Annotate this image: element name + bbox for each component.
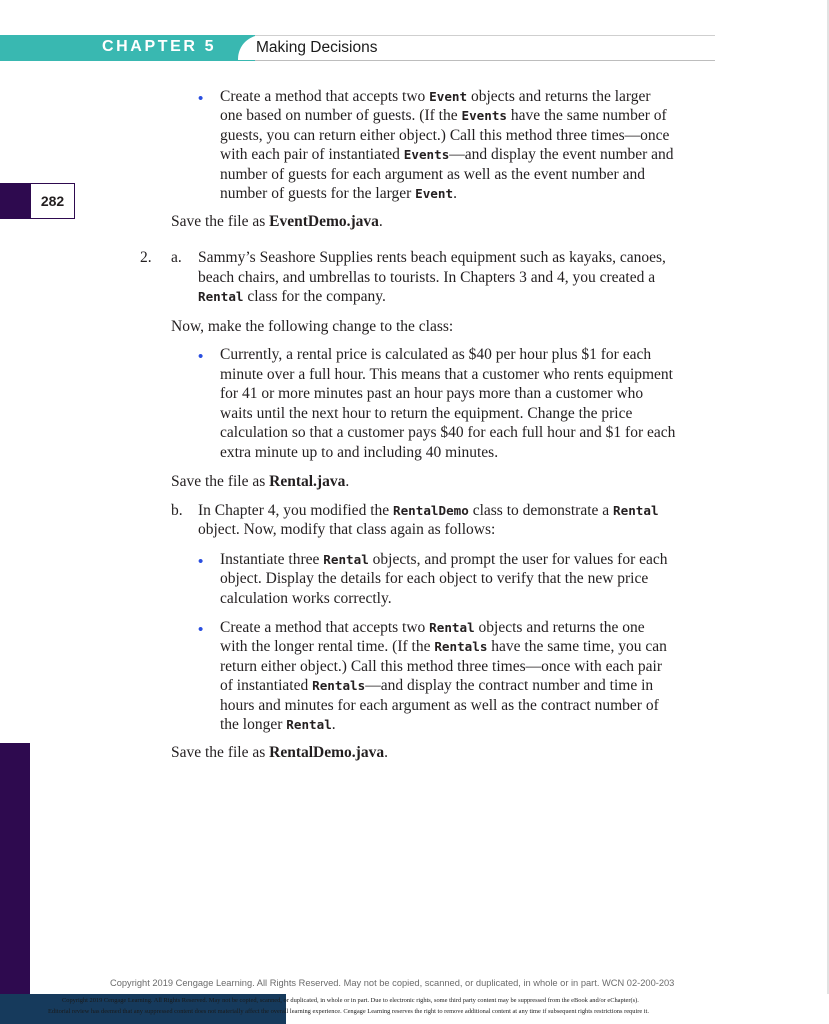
text-segment: calculation so that a customer pays $40 for each full hour and $1 for each: [220, 424, 676, 441]
text-segment: object. Display the details for each object to verify that the new price: [220, 570, 649, 587]
text-segment: .: [384, 744, 388, 761]
text-segment: Sammy’s Seashore Supplies rents beach equipment such as kayaks, canoes,: [198, 249, 666, 266]
text-line: [198, 520, 495, 539]
code-term: RentalDemo: [393, 503, 469, 518]
footer-notice-1-text: Copyright 2019 Cengage Learning. All Rights Reserved. May not be copied, scanned, or duplicated, in whole or in part. Due to electronic rights, some third party content may be suppressed from the eBook and/or eChapter(s).: [62, 997, 639, 1004]
text-segment: Save the file as: [171, 213, 270, 230]
footer-notice-2: [48, 1008, 649, 1015]
text-line: [220, 696, 659, 715]
code-term: Rental: [286, 717, 332, 732]
code-term: Events: [461, 108, 507, 123]
text-line: [220, 423, 675, 442]
text-segment: the longer: [220, 716, 287, 733]
file-name: Rental.java: [269, 473, 346, 490]
text-line: [220, 126, 669, 145]
exercise-number: [140, 248, 152, 267]
text-segment: of instantiated: [220, 677, 313, 694]
text-segment: Save the file as: [171, 744, 270, 761]
text-segment: Create a method that accepts two: [220, 88, 430, 105]
text-segment: —and display the contract number and time in: [365, 677, 654, 694]
text-line: [198, 268, 655, 287]
text-line: [220, 106, 667, 125]
text-segment: number of guests for each argument as well as the event number and: [220, 166, 645, 183]
text-line: [220, 618, 645, 637]
code-term: Rental: [613, 503, 659, 518]
text-segment: extra minute up to and including 40 minutes.: [220, 444, 499, 461]
text-segment: b.: [171, 502, 183, 519]
text-segment: In Chapter 4, you modified the: [198, 502, 393, 519]
bullet-icon: •: [198, 621, 204, 638]
text-segment: for 41 or more minutes past an hour pays more than a customer who: [220, 385, 644, 402]
text-line: [220, 184, 457, 203]
save-instruction: [171, 743, 388, 762]
text-line: [220, 715, 336, 734]
text-line: [220, 165, 645, 184]
text-line: [220, 657, 662, 676]
text-segment: one based on number of guests. (If the: [220, 107, 462, 124]
text-segment: .: [345, 473, 350, 490]
code-term: Rentals: [312, 678, 366, 693]
text-segment: waits until the next hour to return the equipment. Change the price: [220, 405, 633, 422]
text-segment: .: [378, 213, 383, 230]
text-line: [220, 676, 653, 695]
file-name: RentalDemo.java: [269, 744, 385, 761]
code-term: Event: [415, 186, 454, 201]
text-segment: have the same number of: [506, 107, 667, 124]
text-segment: Save the file as: [171, 473, 270, 490]
text-segment: class to demonstrate a: [468, 502, 614, 519]
header-rule-top: [255, 35, 715, 36]
text-line: [220, 404, 632, 423]
bullet-icon: •: [198, 90, 204, 107]
text-segment: hours and minutes for each argument as well as the contract number of: [220, 697, 659, 714]
footer-notice-1: [62, 997, 639, 1004]
text-segment: objects, and prompt the user for values for each: [368, 551, 668, 568]
text-segment: minute over a full hour. This means that a customer who rents equipment: [220, 366, 673, 383]
bullet-icon: •: [198, 553, 204, 570]
code-term: Events: [403, 147, 450, 162]
text-segment: 2.: [140, 249, 152, 266]
page-number: 282: [30, 183, 75, 219]
text-segment: —and display the event number and: [449, 146, 674, 163]
part-label: [171, 248, 182, 267]
header-rule-bottom: [255, 60, 715, 61]
text-segment: number of guests for the larger: [220, 185, 416, 202]
text-line: [220, 345, 651, 364]
text-segment: .: [453, 185, 457, 202]
text-line: [220, 589, 392, 608]
save-instruction: [171, 472, 349, 491]
text-segment: Now, make the following change to the class:: [171, 318, 454, 335]
text-segment: class for the company.: [243, 288, 386, 305]
page-number-bar: [0, 183, 30, 219]
text-segment: guests, you can return either object.) Call this method three times—once: [220, 127, 670, 144]
text-segment: return either object.) Call this method three times—once with each pair: [220, 658, 663, 675]
text-line: [220, 550, 668, 569]
code-term: Event: [429, 89, 468, 104]
text-segment: objects and returns the one: [474, 619, 645, 636]
text-line: [220, 87, 651, 106]
text-segment: Currently, a rental price is calculated as $40 per hour plus $1 for each: [220, 346, 652, 363]
text-segment: calculation works correctly.: [220, 590, 392, 607]
text-segment: objects and returns the larger: [467, 88, 651, 105]
text-segment: Instantiate three: [220, 551, 324, 568]
save-instruction: [171, 212, 383, 231]
copyright-line: Copyright 2019 Cengage Learning. All Rights Reserved. May not be copied, scanned, or duplicated, in whole or in part. WCN 02-200-203: [110, 978, 675, 988]
text-line: [198, 248, 666, 267]
bullet-icon: •: [198, 348, 204, 365]
text-segment: Create a method that accepts two: [220, 619, 430, 636]
code-term: Rentals: [434, 639, 488, 654]
text-line: [171, 317, 453, 336]
file-name: EventDemo.java: [269, 213, 379, 230]
code-term: Rental: [198, 289, 244, 304]
text-line: [220, 637, 667, 656]
text-segment: .: [331, 716, 336, 733]
text-line: [220, 569, 648, 588]
text-segment: with the longer rental time. (If the: [220, 638, 435, 655]
code-term: Rental: [429, 620, 475, 635]
footer-notice-2-text: Editorial review has deemed that any suppressed content does not materially affect the overall learning experience. Cengage Learning reserves the right to remove additional content at any time if subsequent rights restrictions require it.: [48, 1008, 649, 1015]
text-segment: a.: [171, 249, 182, 266]
part-label: [171, 501, 183, 520]
text-line: [198, 287, 386, 306]
text-segment: have the same time, you can: [487, 638, 667, 655]
text-segment: beach chairs, and umbrellas to tourists. In Chapters 3 and 4, you created a: [198, 269, 656, 286]
text-line: [220, 384, 643, 403]
side-accent-bar: [0, 743, 30, 1024]
chapter-label: CHAPTER 5: [102, 38, 217, 55]
code-term: Rental: [323, 552, 369, 567]
text-line: [220, 443, 498, 462]
chapter-title: Making Decisions: [256, 39, 378, 56]
text-line: [220, 145, 674, 164]
text-segment: object. Now, modify that class again as follows:: [198, 521, 496, 538]
text-line: [220, 365, 673, 384]
text-line: [198, 501, 659, 520]
text-segment: with each pair of instantiated: [220, 146, 404, 163]
